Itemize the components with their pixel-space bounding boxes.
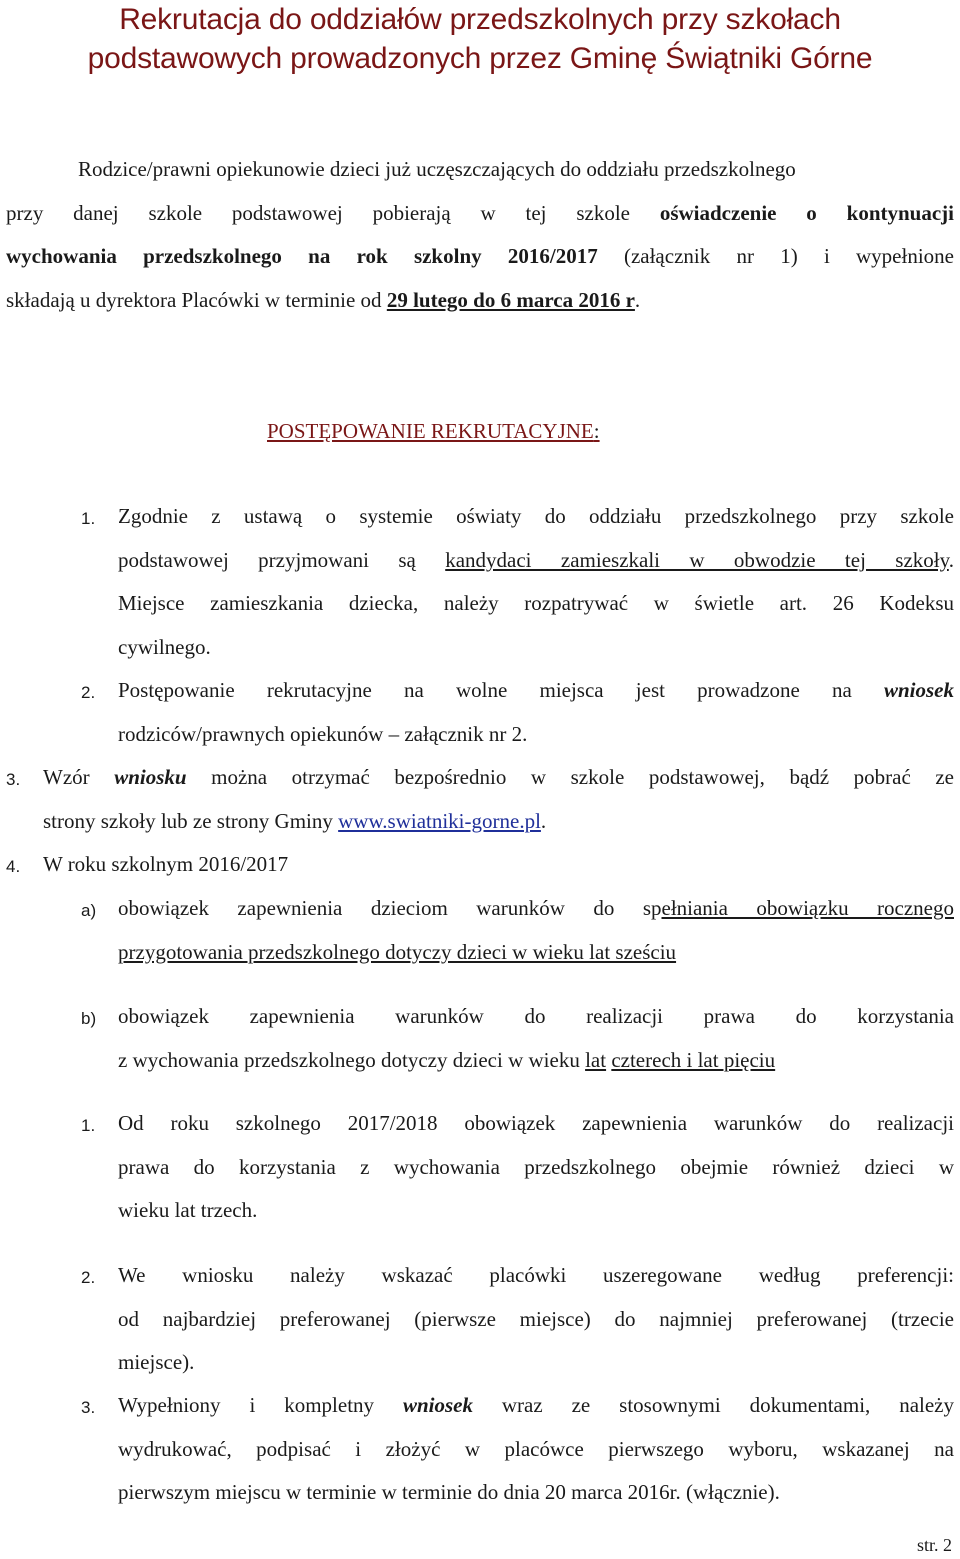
list-item-line: Wypełniony i kompletny wniosek wraz ze stosownymi dokumentami, należy [118, 1393, 955, 1417]
list-item-line: miejsce). [118, 1350, 195, 1374]
section-heading: POSTĘPOWANIE REKRUTACYJNE: [267, 419, 600, 443]
list-item-line: przygotowania przedszkolnego dotyczy dzieci w wieku lat sześciu [118, 939, 677, 964]
list-item-number: 3. [81, 1398, 96, 1417]
list-item-number: a) [81, 901, 97, 920]
list-item-line: od najbardziej preferowanej (pierwsze miejsce) do najmniej preferowanej (trzecie [118, 1306, 954, 1331]
page-title-line-2: podstawowych prowadzonych przez Gminę Świątniki Górne [87, 42, 873, 75]
list-item-number: 4. [6, 857, 21, 876]
intro-line-1: Rodzice/prawni opiekunowie dzieci już uczęszczających do oddziału przedszkolnego [78, 157, 796, 181]
list-item-line: strony szkoły lub ze strony Gminy www.swiatniki-gorne.pl. [43, 808, 547, 833]
list-item-number: 2. [81, 683, 96, 702]
intro-line-3: wychowania przedszkolnego na rok szkolny 2016/2017 (załącznik nr 1) i wypełnione [6, 244, 954, 268]
list-item-line: Zgodnie z ustawą o systemie oświaty do oddziału przedszkolnego przy szkole [118, 504, 954, 528]
list-item-line: pierwszym miejscu w terminie w terminie do dnia 20 marca 2016r. (włącznie). [118, 1480, 780, 1504]
list-item-number: 3. [6, 770, 21, 789]
gmina-website-link[interactable]: www.swiatniki-gorne.pl [338, 808, 541, 833]
page-title [0, 0, 960, 78]
intro-paragraph [6, 148, 954, 322]
list-item-number: 1. [81, 1116, 96, 1135]
list-item-line: wydrukować, podpisać i złożyć w placówce pierwszego wyboru, wskazanej na [118, 1436, 954, 1461]
list-item-number: b) [81, 1009, 97, 1028]
page-title-line-1: Rekrutacja do oddziałów przedszkolnych przy szkołach [119, 3, 841, 36]
list-item-line: Od roku szkolnego 2017/2018 obowiązek zapewnienia warunków do realizacji [118, 1111, 954, 1135]
list-item-line: rodziców/prawnych opiekunów – załącznik nr 2. [118, 721, 528, 746]
list-item-line: Postępowanie rekrutacyjne na wolne miejsca jest prowadzone na wniosek [118, 678, 954, 702]
list-item-line: W roku szkolnym 2016/2017 [43, 852, 289, 876]
list-item-line: z wychowania przedszkolnego dotyczy dzieci w wieku lat czterech i lat pięciu [118, 1047, 776, 1072]
list-item-line: prawa do korzystania z wychowania przedszkolnego obejmie również dzieci w [118, 1154, 954, 1179]
intro-line-2: przy danej szkole podstawowej pobierają w tej szkole oświadczenie o kontynuacji [6, 200, 954, 225]
list-item-line: obowiązek zapewnienia warunków do realizacji prawa do korzystania [118, 1004, 954, 1028]
list-item-line: wieku lat trzech. [118, 1198, 258, 1222]
list-item-line: Wzór wniosku można otrzymać bezpośrednio w szkole podstawowej, bądź pobrać ze [43, 765, 954, 789]
list-item-line: We wniosku należy wskazać placówki uszeregowane według preferencji: [118, 1263, 954, 1287]
list-item-number: 2. [81, 1268, 96, 1287]
list-item-number: 1. [81, 509, 96, 528]
list-item-line: cywilnego. [118, 634, 211, 659]
list-item-line: podstawowej przyjmowani są kandydaci zamieszkali w obwodzie tej szkoły. [118, 547, 954, 572]
page-number: str. 2 [916, 1535, 952, 1555]
list-item-line: Miejsce zamieszkania dziecka, należy rozpatrywać w świetle art. 26 Kodeksu [118, 591, 954, 615]
intro-line-4: składają u dyrektora Placówki w terminie od 29 lutego do 6 marca 2016 r. [6, 287, 641, 312]
list-item-line: obowiązek zapewnienia dzieciom warunków do spełniania obowiązku rocznego [118, 896, 954, 920]
